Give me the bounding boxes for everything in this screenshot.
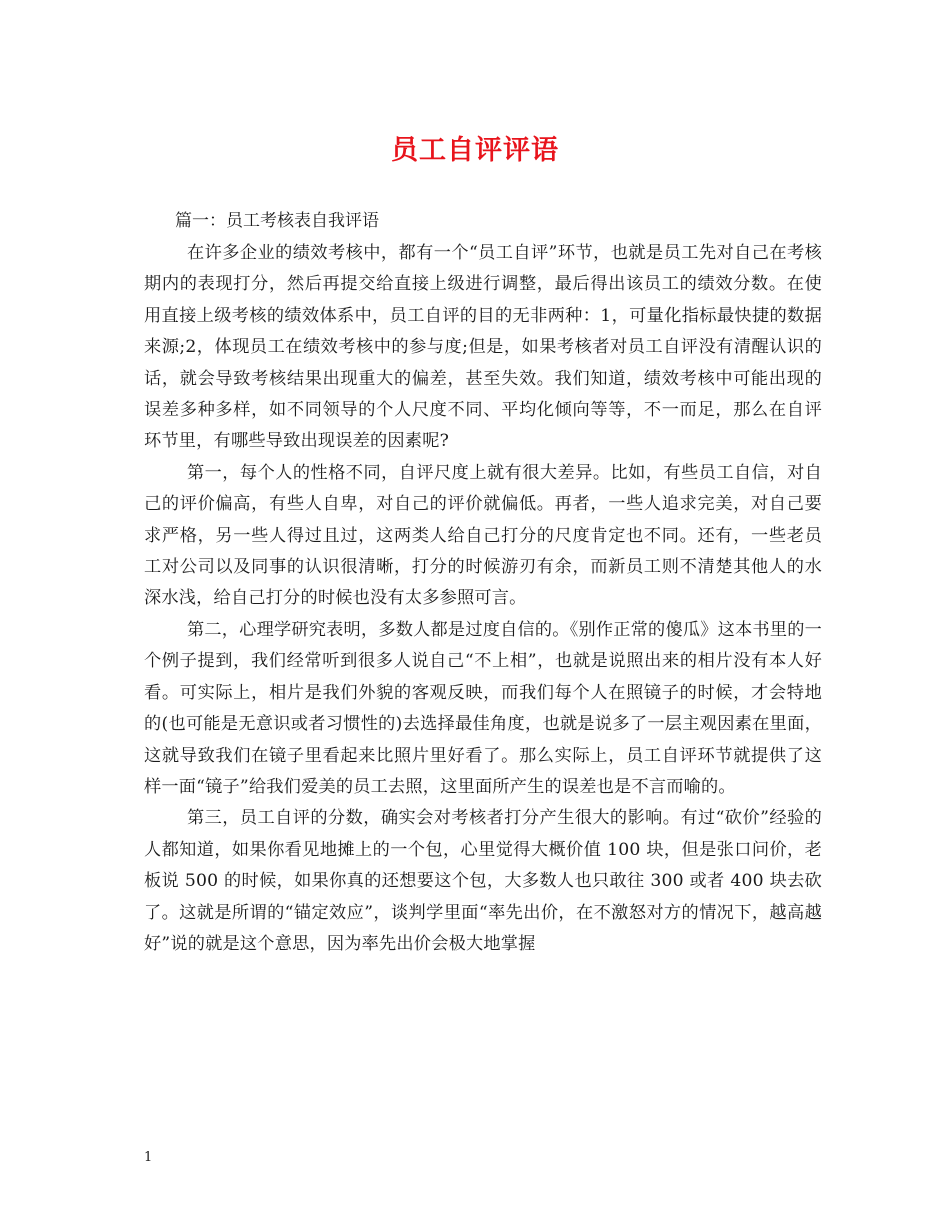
- section-heading: 篇一：员工考核表自我评语: [175, 211, 379, 231]
- page-number: 1: [144, 1150, 153, 1165]
- document-body: [144, 238, 822, 960]
- paragraph-second-point: 第二，心理学研究表明，多数人都是过度自信的。《别作正常的傻瓜》这本书里的一个例子提到，我们经常听到很多人说自己“不上相”，也就是说照出来的相片没有本人好看。可实际上，相片是我们外貌的客观反映，而我们每个人在照镜子的时候，才会特地的(也可能是无意识或者习惯性的)去选择最佳角度，也就是说多了一层主观因素在里面，这就导致我们在镜子里看起来比照片里好看了。那么实际上，员工自评环节就提供了这样一面“镜子”给我们爱美的员工去照，这里面所产生的误差也是不言而喻的。: [144, 619, 822, 797]
- document-title: 员工自评评语: [391, 135, 559, 166]
- paragraph-intro: 在许多企业的绩效考核中，都有一个“员工自评”环节，也就是员工先对自己在考核期内的表现打分，然后再提交给直接上级进行调整，最后得出该员工的绩效分数。在使用直接上级考核的绩效体系中，员工自评的目的无非两种：1，可量化指标最快捷的数据来源;2，体现员工在绩效考核中的参与度;但是，如果考核者对员工自评没有清醒认识的话，就会导致考核结果出现重大的偏差，甚至失效。我们知道，绩效考核中可能出现的误差多种多样，如不同领导的个人尺度不同、平均化倾向等等，不一而足，那么在自评环节里，有哪些导致出现误差的因素呢?: [144, 243, 822, 452]
- paragraph-first-point: 第一，每个人的性格不同，自评尺度上就有很大差异。比如，有些员工自信，对自己的评价偏高，有些人自卑，对自己的评价就偏低。再者，一些人追求完美，对自己要求严格，另一些人得过且过，这两类人给自己打分的尺度肯定也不同。还有，一些老员工对公司以及同事的认识很清晰，打分的时候游刃有余，而新员工则不清楚其他人的水深水浅，给自己打分的时候也没有太多参照可言。: [144, 462, 822, 609]
- paragraph-third-point: 第三，员工自评的分数，确实会对考核者打分产生很大的影响。有过“砍价”经验的人都知道，如果你看见地摊上的一个包，心里觉得大概价值 100 块，但是张口问价，老板说 500 的时候，如果你真的还想要这个包，大多数人也只敢往 300 或者 400 块去砍了。这就是所谓的“锚定效应”，谈判学里面“率先出价，在不激怒对方的情况下，越高越好”说的就是这个意思，因为率先出价会极大地掌握: [144, 808, 822, 954]
